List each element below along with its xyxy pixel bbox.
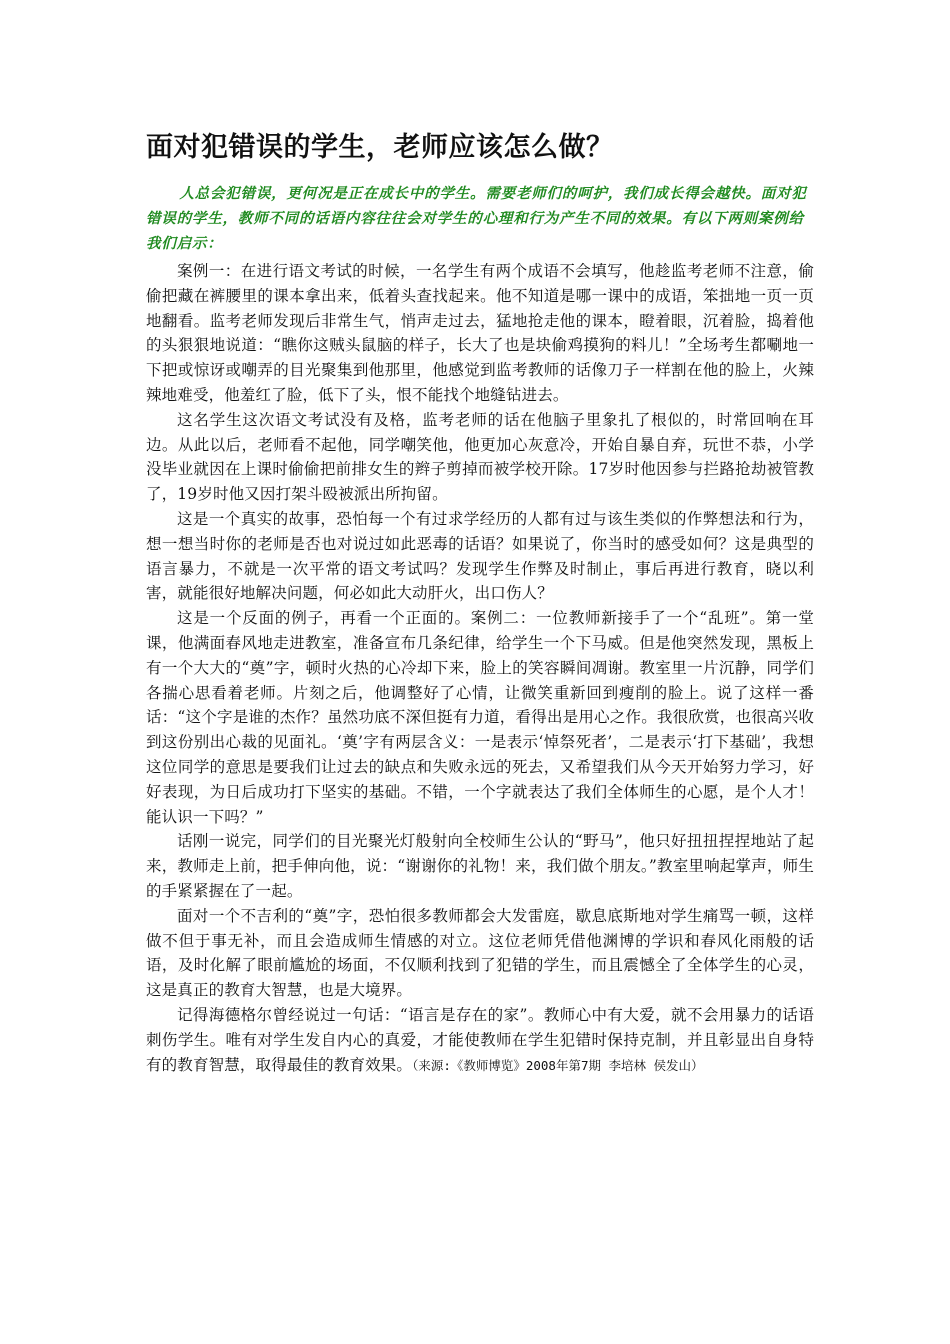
- paragraph-case-one: 案例一：在进行语文考试的时候，一名学生有两个成语不会填写，他趁监考老师不注意，偷偷把藏在裤腰里的课本拿出来，低着头查找起来。他不知道是哪一课中的成语，笨拙地一页一页地翻看。监考老师发现后非常生气，悄声走过去，猛地抢走他的课本，瞪着眼，沉着脸，捣着他的头狠狠地说道：“瞧你这贼头鼠脑的样子，长大了也是块偷鸡摸狗的料儿！”全场考生都唰地一下把或惊讶或嘲弄的目光聚集到他那里，他感觉到监考教师的话像刀子一样割在他的脸上，火辣辣地难受，他羞红了脸，低下了头，恨不能找个地缝钻进去。: [146, 262, 814, 404]
- article-title: 面对犯错误的学生，老师应该怎么做？: [146, 132, 614, 163]
- paragraph-case-two: 这是一个反面的例子，再看一个正面的。案例二：一位教师新接手了一个“乱班”。第一堂课，他满面春风地走进教室，准备宣布几条纪律，给学生一个下马威。但是他突然发现，黑板上有一个大大的“奠”字，顿时火热的心冷却下来，脸上的笑容瞬间凋谢。教室里一片沉静，同学们各揣心思看着老师。片刻之后，他调整好了心情，让微笑重新回到瘦削的脸上。说了这样一番话：“这个字是谁的杰作？虽然功底不深但挺有力道，看得出是用心之作。我很欣赏，也很高兴收到这份别出心裁的见面礼。‘奠’字有两层含义：一是表示‘悼祭死者’，二是表示‘打下基础’，我想这位同学的意思是要我们让过去的缺点和失败永远的死去，又希望我们从今天开始努力学习，好好表现，为日后成功打下坚实的基础。不错，一个字就表达了我们全体师生的心愿，是个人才！能认识一下吗？”: [146, 609, 814, 826]
- source-note: （来源:《教师博览》2008年第7期 李培林 侯发山）: [412, 1057, 704, 1073]
- paragraph-case-one-analysis: 这是一个真实的故事，恐怕每一个有过求学经历的人都有过与该生类似的作弊想法和行为，想一想当时你的老师是否也对说过如此恶毒的话语？如果说了，你当时的感受如何？这是典型的语言暴力，不就是一次平常的语文考试吗？发现学生作弊及时制止，事后再进行教育，晓以利害，就能很好地解决问题，何必如此大动肝火，出口伤人？: [146, 509, 814, 603]
- paragraph-case-two-outcome: 话刚一说完，同学们的目光聚光灯般射向全校师生公认的“野马”，他只好扭扭捏捏地站了起来，教师走上前，把手伸向他，说：“谢谢你的礼物！来，我们做个朋友。”教室里响起掌声，师生的手紧紧握在了一起。: [146, 832, 814, 900]
- paragraph-conclusion: [146, 1003, 814, 1078]
- paragraph-case-one-outcome: 这名学生这次语文考试没有及格，监考老师的话在他脑子里象扎了根似的，时常回响在耳边。从此以后，老师看不起他，同学嘲笑他，他更加心灰意冷，开始自暴自弃，玩世不恭，小学没毕业就因在上课时偷偷把前排女生的辫子剪掉而被学校开除。17岁时他因参与拦路抢劫被管教了，19岁时他又因打架斗殴被派出所拘留。: [146, 410, 814, 504]
- lead-paragraph: 人总会犯错误，更何况是正在成长中的学生。需要老师们的呵护，我们成长得会越快。面对犯错误的学生，教师不同的话语内容往往会对学生的心理和行为产生不同的效果。有以下两则案例给我们启示：: [146, 186, 807, 252]
- conclusion-text: 记得海德格尔曾经说过一句话：“语言是存在的家”。教师心中有大爱，就不会用暴力的话语刺伤学生。唯有对学生发自内心的真爱，才能使教师在学生犯错时保持克制，并且彰显出自身特有的教育智慧，取得最佳的教育效果。: [146, 1005, 814, 1074]
- article: [146, 128, 814, 1078]
- paragraph-case-two-analysis: 面对一个不吉利的“奠”字，恐怕很多教师都会大发雷庭，歇息底斯地对学生痛骂一顿，这样做不但于事无补，而且会造成师生情感的对立。这位老师凭借他渊博的学识和春风化雨般的话语，及时化解了眼前尴尬的场面，不仅顺利找到了犯错的学生，而且震憾全了全体学生的心灵，这是真正的教育大智慧，也是大境界。: [146, 906, 814, 1000]
